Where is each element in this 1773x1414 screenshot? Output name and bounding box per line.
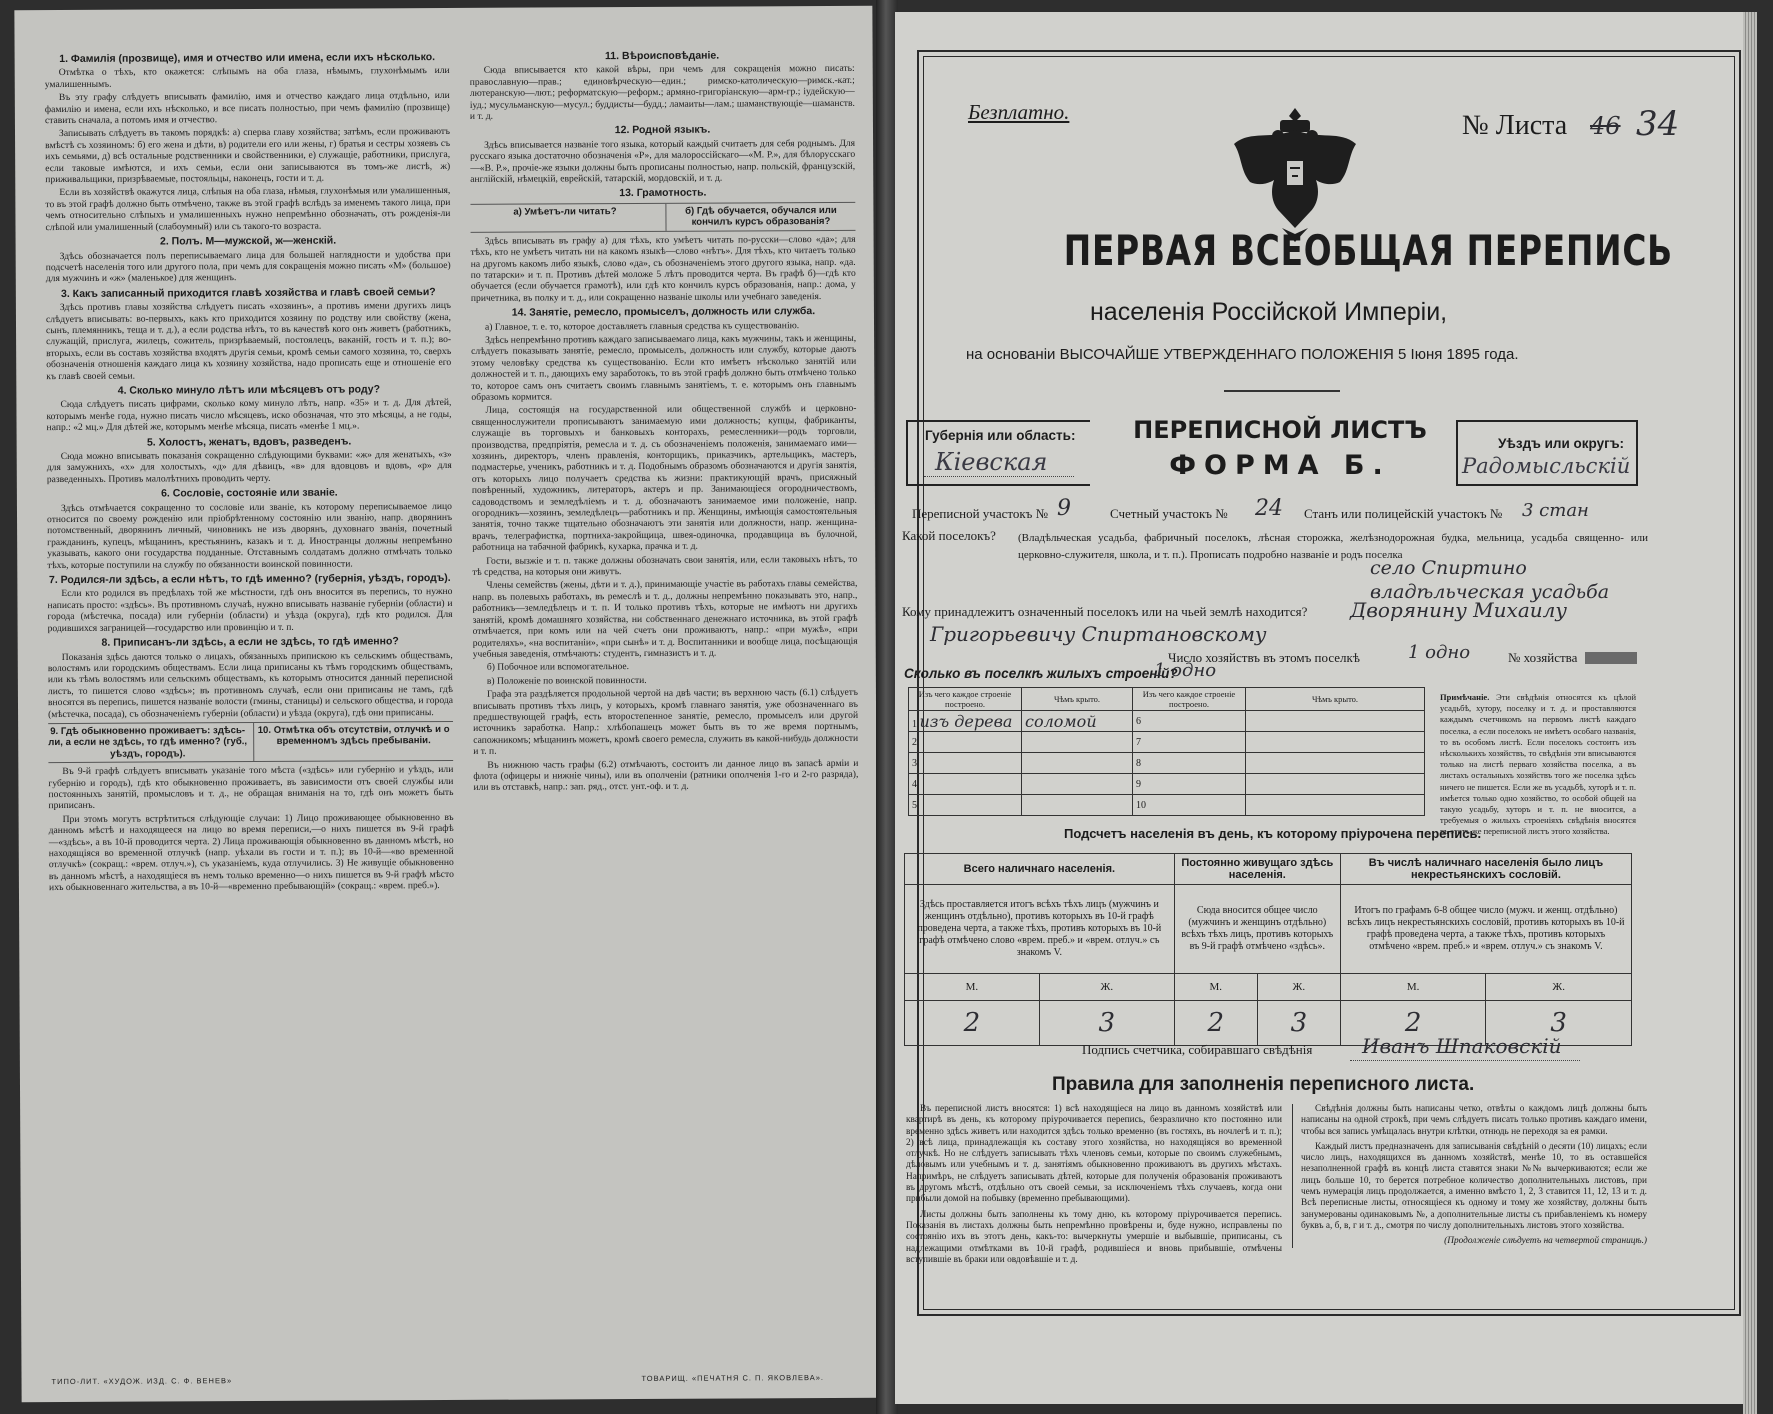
- row-number: 1: [912, 718, 917, 730]
- buildings-roof-header-2: Чѣмъ крыто.: [1246, 688, 1425, 711]
- count-district-label: Счетный участокъ №: [1110, 506, 1228, 521]
- pop-header-permanent: Постоянно живущаго здѣсь населенія.: [1174, 854, 1340, 885]
- instruction-paragraph: Здѣсь противъ главы хозяйства слѣдуетъ писать «хозяинъ», а противъ имени другихъ лицъ слѣдуетъ вписывать: во-первыхъ, какъ кто приходится хозяину по родству или свойству (жена, сынъ, племянникъ, теща и т. д.), а если родства нѣтъ, то въ качествѣ кого онъ живетъ (работникъ, служащій, прислуга, жилецъ, сожитель, призрѣваемый, постоялецъ, ваканій, гость и т. п.); во-вторыхъ, если въ составъ хозяйства входятъ другія семьи, кромѣ семьи самого хозяина, то, сверхъ обозначенія отношенія каждаго лица къ хозяину хозяйства, надо прописать еще и отношеніе его къ главѣ своей семьи.: [45, 300, 452, 382]
- row-number: 9: [1133, 774, 1246, 795]
- count-district-value: 24: [1255, 496, 1283, 521]
- instruction-paragraph: Сюда слѣдуетъ писать цифрами, сколько кому минуло лѣтъ, напр. «35» и т. д. Для дѣтей, которымъ менѣе года, нужно писать число мѣсяцевъ, иско обозначая, что это мѣсяцы, а не годы, напр.: «2 мц.» Для дѣтей же, которымъ менѣе мѣсяца, писать «менѣе 1 мц.».: [46, 397, 452, 434]
- household-number-stamp: [1585, 652, 1637, 664]
- instruction-paragraph: Записывать слѣдуетъ въ такомъ порядкѣ: а) сперва главу хозяйства; затѣмъ, если проживаютъ вмѣстѣ съ хозяиномъ: б) его жена и дѣти, в) родители его или жены, г) братья и сестры хозяевъ съ ихъ семьями, д) всѣ остальные родственники и свойственники, е) служащіе, работники, прислуга, если таковые имѣются, и ихъ семьи, если они записываются въ томъ-же листѣ, ж) приживальщики, призрѣваемые, постояльцы, наконецъ, гости и т. д.: [45, 126, 451, 186]
- instruction-paragraph: Въ 9-й графѣ слѣдуетъ вписывать указаніе того мѣста («здѣсь» или губернію и уѣздъ, или губернію и городъ), гдѣ кто обыкновенно проживаетъ, въ зависимости отъ своей службы или постоянныхъ занятій, промысловъ и т. д., не обращая вниманія на то, гдѣ онъ можетъ быть приписанъ.: [48, 764, 454, 812]
- gubernia-value: Кіевская: [935, 448, 1048, 476]
- buildings-material-header-2: Изъ чего каждое строеніе построено.: [1133, 688, 1246, 711]
- instruction-heading: 13. Грамотность.: [619, 187, 707, 200]
- instruction-paragraph: Отмѣтка о тѣхъ, кто окажется: слѣпымъ на оба глаза, нѣмымъ, глухонѣмымъ или умалишеннымъ.: [44, 65, 450, 90]
- row-number: 4: [909, 774, 1022, 795]
- instruction-paragraph: Сюда вписывается кто какой вѣры, при чемъ для сокращенія можно писать: православную—прав.; единовѣрческую—един.; римско-католическую—римск.-кат.; лютеранскую—лют.; реформатскую—реформ.; армяно-григоріанскую—арм-гр.; іудейскую—іуд.; мусульманскую—мусул.; буддисты—будд.; ламаиты—лам.; шаманствующіе—шаманств. и т. д.: [469, 63, 855, 122]
- pop-desc-present: Здѣсь проставляется итогъ всѣхъ тѣхъ лицъ (мужчинъ и женщинъ отдѣльно), противъ которыхъ въ 10-й графѣ проведена черта, а также тѣхъ, противъ которыхъ въ 10-й графѣ отмѣчено слово «врем. преб.» и «врем. отлуч.» съ знакомъ V.: [905, 885, 1175, 974]
- instruction-heading: 6. Сословіе, состояніе или званіе.: [161, 486, 338, 500]
- female-header: Ж.: [1039, 974, 1174, 1001]
- instruction-heading: 4. Сколько минуло лѣтъ или мѣсяцевъ отъ роду?: [117, 383, 381, 397]
- rules-paragraph: Листы должны быть заполнены къ тому дню, къ которому пріурочивается перепись. Показанія въ листахъ должны быть непремѣнно провѣрены и, буде нужно, исправлены по состоянію ихъ въ этотъ день, какъ-то: вычеркнуты умершіе и выбывшіе, приписаны, съ надлежащими отмѣтками въ 10-й графѣ, родившіеся и вновь прибывшіе, отмѣчены вступившіе въ браки или овдовѣвшіе и т. д.: [906, 1209, 1282, 1265]
- instruction-heading: 10. Отмѣтка объ отсутствіи, отлучкѣ и о временномъ здѣсь пребываніи.: [253, 722, 453, 761]
- instruction-paragraph: Если въ хозяйствѣ окажутся лица, слѣпыя на оба глаза, нѣмыя, глухонѣмыя или умалишенныя, то въ этой графѣ должно быть отмѣчено, также въ этой графѣ вслѣдъ за именемъ такого лица, при чемъ относительно слѣпыхъ и умалишенныхъ нужно непремѣнно обозначать, отъ рожденія-ли слѣпой или умалишенный (слабоумный) или съ такого-то возраста.: [45, 185, 451, 233]
- note-title: Примѣчаніе.: [1440, 692, 1490, 702]
- pop-desc-nonpeasant: Итогъ по графамъ 6-8 общее число (мужч. и женщ. отдѣльно) всѣхъ лицъ некрестьянскихъ сословій, противъ которыхъ въ 10-й графѣ проведена черта, а также тѣхъ, противъ которыхъ отмѣчено «врем. преб.» и «врем. отлуч.» съ знакомъ V.: [1340, 885, 1631, 974]
- form-title: ПЕРЕПИСНОЙ ЛИСТЪ: [1133, 416, 1427, 444]
- census-district-label: Переписной участокъ №: [912, 506, 1049, 521]
- row-number: 3: [909, 753, 1022, 774]
- instruction-paragraph: Гости, вызжіе и т. п. также должны обозначать свои занятія, или, если таковыхъ нѣтъ, то тѣ средства, на которыя они живутъ.: [472, 553, 858, 578]
- settlement-hint: (Владѣльческая усадьба, фабричный поселокъ, лѣсная сторожка, желѣзнодорожная будка, мельница, усадьба священно- или церковно-служителя, школа, и т. п.). Прописать подробно названіе и родъ поселка: [1018, 532, 1648, 561]
- instruction-paragraph: б) Побочное или вспомогательное.: [486, 661, 630, 674]
- present-female-count: 3: [1039, 1001, 1174, 1046]
- buildings-value: 1 одно: [1154, 660, 1217, 681]
- signature-label: Подпись счетчика, собиравшаго свѣдѣнія: [1082, 1042, 1313, 1057]
- instruction-split-heading: [470, 202, 855, 233]
- settlement-value: село Спиртино владѣльческая усадьба: [1370, 557, 1610, 603]
- instruction-heading: 5. Холостъ, женатъ, вдовъ, разведенъ.: [146, 435, 352, 449]
- table-row: [909, 774, 1425, 795]
- household-number-label: № хозяйства: [1508, 650, 1578, 665]
- instruction-paragraph: При этомъ могутъ встрѣтиться слѣдующіе случаи: 1) Лицо проживающее обыкновенно въ данномъ мѣстѣ и находящееся на лицо во время переписи,—о нихъ пишется въ 9-й графѣ—«здѣсь», а въ 10-й проводится черта. 2) Лица проживающія обыкновенно въ данномъ мѣстѣ, но находящіяся во временной отлучкѣ (напр. уѣхали въ гости и т. п.); въ 10-й—«во временной отлучкѣ» (сокращ.: «врем. отлуч.»), съ указаніемъ, куда отлучились. 3) Не живущіе обыкновенно въ данномъ мѣстѣ, а находящіеся въ немъ только временно—о нихъ пишется въ 9-й графѣ мѣсто ихъ обыкновеннаго жительства, а въ 10-й—«временно пребывающій» (сокращ.: «врем. преб.»).: [48, 811, 454, 894]
- row-number: 6: [1133, 711, 1246, 732]
- table-row: [909, 795, 1425, 816]
- instruction-paragraph: Здѣсь вписывается названіе того языка, который каждый считаетъ для себя роднымъ. Для русскаго языка достаточно обозначенія «Р», для малороссійскаго—«М. Р.», для бѣлорусскаго—«В. Р.», прочіе-же языки должны быть прописаны полностью, напр. польскій, французскій, англійскій, нѣмецкій, еврейскій, татарскій, мордовскій, и т. д.: [470, 137, 856, 185]
- instruction-paragraph: Сюда можно вписывать показанія сокращенно слѣдующими буквами: «ж» для женатыхъ, «з» для замужнихъ, «х» для холостыхъ, «д» для дѣвицъ, «в» для вдовцовъ и вдовъ, «р» для разведенныхъ. Противъ малолѣтнихъ проводить черту.: [46, 448, 452, 485]
- population-table: [904, 853, 1632, 1046]
- printer-imprint-right: ТОВАРИЩ. «ПЕЧАТНЯ С. П. ЯКОВЛЕВА».: [641, 1373, 824, 1383]
- page-stack-edge: [1743, 12, 1757, 1414]
- rules-paragraph: Свѣдѣнія должны быть написаны четко, отвѣты о каждомъ лицѣ должны быть написаны на одной строкѣ, при чемъ слѣдуетъ писать только противъ каждаго имени, чтобы вся запись умѣщалась внутри клѣтки, отнюдь не переходя за ея рамки.: [1301, 1104, 1647, 1137]
- instruction-paragraph: в) Положеніе по воинской повинности.: [486, 674, 647, 687]
- table-row: [909, 732, 1425, 753]
- title-divider: [1224, 390, 1340, 392]
- uezd-label: Уѣздъ или округъ:: [1498, 436, 1625, 451]
- rules-column-right: [1292, 1104, 1647, 1248]
- sheet-number-crossed: 46: [1590, 112, 1621, 140]
- households-label: Число хозяйствъ въ этомъ поселкѣ: [1168, 650, 1360, 665]
- instruction-paragraph: Показанія здѣсь даются только о лицахъ, обязанныхъ припискою къ сельскимъ обществамъ, волостямъ или городскимъ обществамъ. Если лица приписаны къ тѣмъ городскимъ обществамъ, или къ тѣмъ волостямъ или сельскимъ обществамъ, къ которымъ относится данный переписной листъ, то пишется слово «здѣсь»; въ противномъ случаѣ, если они приписаны не тамъ, гдѣ вносятся въ перепись, пишется названіе волости (гмины, станицы) и сельского общества, и города (мѣстечка, посада), съ обозначеніемъ губерніи (области) и уѣзда (округа), гдѣ они приписаны.: [47, 649, 454, 720]
- buildings-table: [908, 687, 1425, 816]
- instruction-paragraph: Здѣсь непремѣнно противъ каждаго записываемаго лица, какъ мужчины, такъ и женщины, слѣдуетъ показывать занятіе, ремесло, промыселъ, должность или службу, которые даютъ этому человѣку средства къ существованію. Если кто имѣетъ нѣсколько занятій или должностей и т. п., дающихъ ему заработокъ, то въ этой графѣ должно быть отмѣчено только то, которое самъ онъ считаетъ своимъ главнымъ занятіемъ, т. е. которымъ онъ главнымъ образомъ кормится.: [471, 332, 857, 403]
- gubernia-label: Губернія или область:: [925, 428, 1076, 443]
- instruction-paragraph: Здѣсь обозначается полъ переписываемаго лица для большей наглядности и удобства при подсчетѣ населенія того или другого пола, при чемъ для сокращенія можно писать «М» (большое) для мужчинъ и «ж» (маленькое) для женщинъ.: [45, 248, 451, 285]
- printer-imprint-left: ТИПО-ЛИТ. «ХУДОЖ. ИЗД. С. Ф. ВЕНЕВ»: [51, 1376, 233, 1387]
- sheet-number-value: 34: [1636, 104, 1680, 144]
- gubernia-line: [924, 476, 1074, 477]
- male-header: М.: [905, 974, 1040, 1001]
- instruction-heading: 9. Гдѣ обыкновенно проживаетъ: здѣсь-ли, а если не здѣсь, то гдѣ именно? (губ., уѣздъ, городъ).: [48, 724, 248, 760]
- instruction-paragraph: Если кто родился въ предѣлахъ той же мѣстности, гдѣ онъ вносится въ перепись, то нужно написать просто: «здѣсь». Въ противномъ случаѣ, нужно вписывать названіе губерніи (области) и города (мѣстечка, посада) или губерніи (области) и уѣзда (округа), гдѣ кто родился. Для родившихся заграницей—государство или провинцію и т. п.: [47, 586, 453, 634]
- table-row: [909, 711, 1425, 732]
- male-header: М.: [1340, 974, 1486, 1001]
- row-number: 10: [1133, 795, 1246, 816]
- rules-title: Правила для заполненія переписного листа.: [1052, 1074, 1475, 1095]
- permanent-male-count: 2: [1174, 1001, 1257, 1046]
- buildings-label: Сколько въ поселкѣ жилыхъ строеній?: [904, 666, 1178, 681]
- table-row: [909, 753, 1425, 774]
- continued-note: (Продолженіе слѣдуетъ на четвертой страницѣ.): [1444, 1236, 1647, 1247]
- settlement-label: Какой поселокъ?: [902, 528, 996, 543]
- male-header: М.: [1174, 974, 1257, 1001]
- instruction-heading: 1. Фамилія (прозвище), имя и отчество или имена, если ихъ нѣсколько.: [59, 51, 436, 66]
- instruction-paragraph: Въ нижнюю часть графы (6.2) отмѣчаютъ, состоитъ ли данное лицо въ запасѣ арміи и флота (офицеры и нижніе чины), или въ ополченіи (ратники ополченія 1-го и 2-го разряда), или въ отставкѣ, напр.: зап. ряд., отст. унт.-оф. и т. д.: [473, 757, 859, 794]
- buildings-roof-header: Чѣмъ крыто.: [1022, 688, 1133, 711]
- building-roof-value: соломой: [1025, 711, 1097, 731]
- female-header: Ж.: [1257, 974, 1340, 1001]
- row-number: 5: [909, 795, 1022, 816]
- instruction-split-heading: [48, 721, 453, 763]
- pop-header-present: Всего наличнаго населенія.: [905, 854, 1175, 885]
- present-male-count: 2: [905, 1001, 1040, 1046]
- instruction-paragraph: Графа эта раздѣляется продольной чертой на двѣ части; въ верхнюю часть (6.1) слѣдуетъ вписывать противъ тѣхъ лицъ, у которыхъ, кромѣ главнаго занятія, уже обозначеннаго въ предшествующей графѣ, есть второстепенное занятіе, ремесло, промыселъ или другой источникъ заработка. Напр.: хлѣбопашецъ может быть въ то же время портнымъ, сапожникомъ; мѣщанинъ можетъ, кромѣ своего ремесла, служить въ какой-нибудь должности и т. п.: [472, 686, 859, 758]
- instruction-paragraph: Члены семействъ (жены, дѣти и т. д.), принимающіе участіе въ работахъ главы семейства, напр. въ полевыхъ работахъ, въ ремеслѣ и т. д., должны непремѣнно показывать это, напр., работникъ—земледѣлецъ и т. п. И только противъ тѣхъ, которые не имѣютъ ни другихъ занятій, кромѣ домашняго хозяйства, ни собственнаго денежнаго источника, въ этой графѣ отмѣчается, при комъ или на чей счетъ они проживаютъ, напр.: «при мужѣ», «при родителяхъ», «на воспитаніи», «при сынѣ» и т. д. Воспитанники и вообще лица, посѣщающія учебныя заведенія, отмѣчаютъ: студентъ, гимназистъ и т. д.: [472, 578, 858, 660]
- female-header: Ж.: [1486, 974, 1632, 1001]
- sheet-number-label: № Листа: [1462, 110, 1568, 141]
- row-number: 8: [1133, 753, 1246, 774]
- instruction-heading: 12. Родной языкъ.: [614, 124, 711, 137]
- enumerator-signature: Иванъ Шпаковскій: [1362, 1034, 1562, 1058]
- instruction-paragraph: Здѣсь вписывать въ графу а) для тѣхъ, кто умѣетъ читать по-русски—слово «да»; для тѣхъ, кто не умѣетъ читать ни на какомъ языкѣ—слово «нѣтъ». Для тѣхъ, кто читаетъ только на другомъ какомъ либо языкѣ, слово «да», съ обозначеніемъ этого другого языка, напр. «да. по татарски» и т. п. Противъ дѣтей моложе 5 лѣтъ проводится черта. Въ графѣ б)—гдѣ кто обучается (если обучается грамотѣ), или гдѣ кто кончилъ курсъ образованія, напр.: дома, у причетника, въ полку и т. д., или сокращенно названіе школы или учебнаго заведенія.: [470, 233, 856, 304]
- nonpeasant-female-count: 3: [1486, 1001, 1632, 1046]
- note-text: Эти свѣдѣнія относятся къ цѣлой усадьбѣ, хутору, поселку и т. д. и проставляются каждымъ счетчикомъ на первомъ листѣ каждаго поселка, а если поселокъ не имѣетъ особаго названія, то въ особомъ листѣ. Если поселокъ состоитъ изъ нѣсколькихъ хозяйствъ, то свѣдѣнія эти вписываются только на листѣ перваго хозяйства поселка, а въ листахъ остальныхъ хозяйствъ того же поселка здѣсь ничего не пишется. Если же въ усадьбѣ, хуторѣ и т. п. имѣется только одно хозяйство, то особой общей на такую усадьбу, хуторъ и т. п. не вносится, а требуемыя о жилыхъ строеніяхъ свѣдѣнія вносятся въ этотъ же переписной листъ этого хозяйства.: [1440, 692, 1637, 837]
- instruction-heading: б) Гдѣ обучается, обучался или кончилъ курсъ образованія?: [665, 203, 855, 231]
- row-number: 2: [909, 732, 1022, 753]
- instruction-heading: 8. Приписанъ-ли здѣсь, а если не здѣсь, то гдѣ именно?: [101, 635, 399, 649]
- census-district-value: 9: [1057, 496, 1071, 521]
- row-number: 7: [1133, 732, 1246, 753]
- buildings-material-header: Изъ чего каждое строеніе построено.: [909, 688, 1022, 711]
- building-material-value: изъ дерева: [919, 711, 1013, 731]
- owner-label: Кому принадлежитъ означенный поселокъ или на чьей землѣ находится?: [902, 604, 1308, 619]
- instruction-heading: 3. Какъ записанный приходится главѣ хозяйства и главѣ своей семьи?: [60, 285, 436, 300]
- instruction-paragraph: а) Главное, т. е. то, которое доставляетъ главныя средства къ существованію.: [484, 319, 800, 333]
- signature-line: [1350, 1060, 1580, 1061]
- nonpeasant-male-count: 2: [1340, 1001, 1486, 1046]
- rules-paragraph: Въ переписной листъ вносятся: 1) всѣ находящіеся на лицо въ данномъ хозяйствѣ или квартирѣ въ день, къ которому пріурочивается перепись, безразлично кто постоянно или временно здѣсь живетъ или находится здѣсь только временно (въ гостяхъ, въ ночлегѣ и т. п.); 2) всѣ лица, принадлежащія къ составу этого хозяйства, но находящіяся во временной отлучкѣ. Но не слѣдуетъ записывать тѣхъ членовъ семьи, которые по своимъ служебнымъ, дѣловымъ или учебнымъ и т. д. занятіямъ обыкновенно проживаютъ въ другихъ мѣстахъ. Напримѣръ, не слѣдуетъ записывать дѣтей, которые для полученія образованія проживаютъ въ другомъ мѣстѣ, отдѣльно отъ своей семьи, за исключеніемъ тѣхъ случаевъ, когда они прибыли домой на побывку (временно пребывающими).: [906, 1104, 1282, 1205]
- instruction-paragraph: Здѣсь отмѣчается сокращенно то сословіе или званіе, къ которому переписываемое лицо относится по своему рожденію или пріобрѣтенному состоянію или званію, напр. дворянинъ потомственный, дворянинъ личный, чиновникъ не изъ дворянъ, духовнаго званія, почетный гражданинъ, купецъ, мѣщанинъ, крестьянинъ, казакъ и т. д. Иностранцы должны непремѣнно указывать, какого они государства подданные. Отставнымъ солдатамъ должно отмѣчать только тѣхъ, которые поступили на службу по обязанности воинской повинности.: [47, 500, 453, 571]
- stan-label: Станъ или полицейскій участокъ №: [1304, 506, 1503, 521]
- instruction-heading: а) Умѣетъ-ли читать?: [513, 205, 617, 218]
- free-label: Безплатно.: [968, 100, 1070, 124]
- instruction-paragraph: Въ эту графу слѣдуетъ вписывать фамилію, имя и отчество каждаго лица отдѣльно, или фамилію и имена, если ихъ нѣсколько, и все писать полностью, при чемъ фамилію (прозвище) ставить сначала, а потомъ имя и отчество.: [44, 90, 450, 127]
- census-subtitle: населенія Россійской Имперіи,: [1090, 298, 1448, 326]
- owner-value: Дворянину Михаилу Григорьевичу Спиртановскому: [930, 598, 1567, 646]
- instruction-heading: 2. Полъ. М—мужской, ж—женскій.: [159, 234, 337, 248]
- households-value: 1 одно: [1408, 642, 1471, 663]
- stan-value: 3 стан: [1522, 500, 1589, 521]
- instruction-heading: 11. Вѣроисповѣданіе.: [605, 49, 720, 63]
- rules-column-left: [906, 1104, 1282, 1266]
- population-title: Подсчетъ населенія въ день, къ которому пріурочена перепись.: [1064, 826, 1482, 841]
- census-legal-basis: на основаніи ВЫСОЧАЙШЕ УТВЕРЖДЕННАГО ПОЛОЖЕНІЯ 5 Іюня 1895 года.: [966, 346, 1519, 363]
- left-page: [14, 6, 879, 1402]
- instructions-column-1: [45, 48, 454, 896]
- instructions-column-2: [470, 46, 859, 796]
- pop-desc-permanent: Сюда вносится общее число (мужчинъ и женщинъ отдѣльно) всѣхъ тѣхъ лицъ, противъ которыхъ въ 9-й графѣ отмѣчено «здѣсь».: [1174, 885, 1340, 974]
- form-subtitle: ФОРМА Б.: [1169, 450, 1391, 481]
- uezd-value: Радомысльскій: [1462, 454, 1631, 478]
- pop-header-nonpeasant: Въ числѣ наличнаго населенія было лицъ некрестьянскихъ сословій.: [1340, 854, 1631, 885]
- buildings-note: [1440, 692, 1636, 838]
- instruction-paragraph: Лица, состоящія на государственной или общественной службѣ и церковно-священнослужители прописываютъ занимаемую ими должность; купцы, фабриканты, служащіе въ торговыхъ и банковыхъ конторахъ, ремесленники—родъ торговли, производства, предпріятія, ремесла и т. д. съ обозначеніемъ положенія, занимаемаго ими—хозяинъ, директоръ, членъ правленія, конторщикъ, приказчикъ, артельщикъ, мастеръ, подмастерье, ученикъ, работникъ и т. д. Подобнымъ образомъ обозначаются и другія занятія, отъ которыхъ лицо получаетъ средства къ жизни: практикующій врачъ, присяжный повѣренный, художникъ, литераторъ, актеръ и пр. Занимающіеся огородничествомъ, садоводствомъ и земледѣліемъ и т. д. обозначаютъ занимаемое ими положеніе, напр. огородникъ—хозяинъ, земледѣлецъ—работникъ и пр. Женщины, имѣющія самостоятельныя занятія, точно также тщательно обозначаютъ эти занятія или должности, напр. женщина-врачъ, телеграфистка, портниха-закройщица, швея-одиночка, продавщица въ булочной, работница на табачной фабрикѣ, кухарка, прачка и т. д.: [471, 403, 858, 554]
- census-title: ПЕРВАЯ ВСЕОБЩАЯ ПЕРЕПИСЬ: [1063, 226, 1673, 275]
- permanent-female-count: 3: [1257, 1001, 1340, 1046]
- instruction-heading: 14. Занятіе, ремесло, промыселъ, должность или служба.: [511, 305, 816, 319]
- instruction-heading: 7. Родился-ли здѣсь, а если нѣтъ, то гдѣ именно? (губернія, уѣздъ, городъ).: [48, 572, 451, 587]
- rules-paragraph: Каждый листъ предназначенъ для записыванія свѣдѣній о десяти (10) лицахъ; если число лицъ, находящихся въ данномъ хозяйствѣ, менѣе 10, то въ оставшейся незаполненной графѣ въ концѣ листа ставятся знаки №№ вычеркиваются; если же лицъ больше 10, то берется потребное количество дополнительныхъ листовъ, при чемъ нумерація лицъ продолжается, а именно вмѣсто 1, 2, 3 ставится 11, 12, 13 и т. д. Всѣ переписные листы, относящіеся къ одному и тому же хозяйству, должны быть занумерованы одинаковымъ №, а дополнительные листы съ прибавленіемъ къ номеру буквъ а, б, в, г и т. д., смотря по числу дополнительныхъ листовъ этого хозяйства.: [1301, 1141, 1647, 1231]
